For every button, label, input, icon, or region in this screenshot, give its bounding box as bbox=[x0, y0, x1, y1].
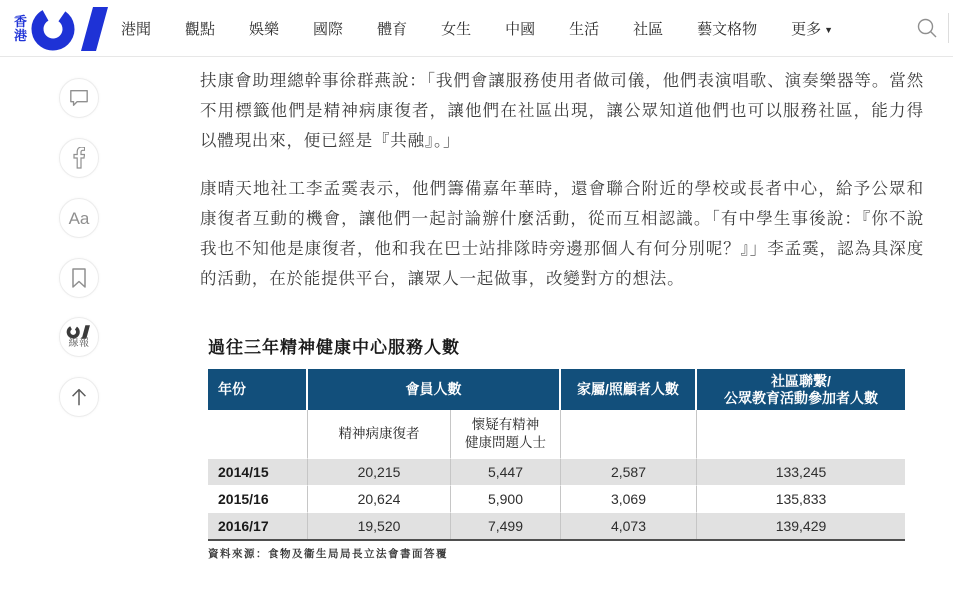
header-text: 家屬/照顧者人數 bbox=[577, 381, 679, 397]
hk01-logo-region-text bbox=[14, 15, 27, 43]
cell-family: 2,587 bbox=[561, 458, 697, 485]
header-text: 公眾教育活動參加者人數 bbox=[724, 389, 878, 406]
search-icon bbox=[915, 16, 939, 40]
nav-item-arts-culture[interactable] bbox=[697, 18, 757, 39]
subheader-empty bbox=[561, 410, 697, 458]
nav-item-women[interactable] bbox=[441, 18, 471, 39]
hk01-logo-mark-icon bbox=[30, 6, 114, 52]
facebook-share-button[interactable] bbox=[59, 138, 99, 178]
nav-label: 娛樂 bbox=[249, 20, 280, 38]
comment-icon bbox=[68, 88, 90, 108]
col-header-family bbox=[561, 369, 697, 410]
cell-suspected: 5,447 bbox=[451, 458, 561, 485]
cell-recovered: 20,215 bbox=[308, 458, 451, 485]
subheader-text: 懷疑有精神 bbox=[471, 417, 540, 432]
chevron-down-icon: ▼ bbox=[824, 24, 834, 35]
cell-community: 133,245 bbox=[697, 458, 905, 485]
nav-item-lifestyle[interactable] bbox=[569, 18, 599, 39]
logo-char-top: 香 bbox=[14, 14, 28, 29]
subheader-suspected bbox=[451, 410, 561, 458]
nav-label: 社區 bbox=[633, 20, 664, 38]
nav-item-hk-news[interactable] bbox=[121, 18, 151, 39]
cell-year: 2015/16 bbox=[208, 485, 308, 512]
cell-family: 4,073 bbox=[561, 512, 697, 539]
nav-label: 體育 bbox=[377, 20, 408, 38]
header-text: 會員人數 bbox=[405, 381, 462, 397]
newsfeed-label: 線報 bbox=[68, 338, 90, 349]
nav-item-international[interactable] bbox=[313, 18, 343, 39]
header-text: 年份 bbox=[218, 381, 246, 397]
newsfeed-01-icon bbox=[66, 325, 92, 339]
cell-year: 2016/17 bbox=[208, 512, 308, 539]
cell-suspected: 5,900 bbox=[451, 485, 561, 512]
nav-item-sports[interactable] bbox=[377, 18, 407, 39]
cell-family: 3,069 bbox=[561, 485, 697, 512]
nav-item-opinion[interactable] bbox=[185, 18, 215, 39]
header-text: 社區聯繫/ bbox=[771, 372, 831, 389]
comment-button[interactable] bbox=[59, 78, 99, 118]
col-header-community bbox=[697, 369, 905, 410]
article-body bbox=[200, 66, 924, 312]
logo-char-bottom: 港 bbox=[14, 28, 28, 43]
subheader-empty bbox=[208, 410, 308, 458]
font-size-button[interactable] bbox=[59, 198, 99, 238]
cell-community: 135,833 bbox=[697, 485, 905, 512]
nav-label: 生活 bbox=[569, 20, 600, 38]
subheader-recovered bbox=[308, 410, 451, 458]
col-header-year bbox=[208, 369, 308, 410]
cell-recovered: 20,624 bbox=[308, 485, 451, 512]
nav-label: 中國 bbox=[505, 20, 536, 38]
nav-right-divider bbox=[948, 13, 949, 43]
up-arrow-icon bbox=[68, 385, 90, 409]
newsfeed-01-button[interactable] bbox=[59, 317, 99, 357]
nav-label: 國際 bbox=[313, 20, 344, 38]
bookmark-button[interactable] bbox=[59, 258, 99, 298]
table-source-note: 資料來源：食物及衞生局局長立法會書面答覆 bbox=[208, 548, 448, 560]
cell-community: 139,429 bbox=[697, 512, 905, 539]
nav-item-more[interactable] bbox=[791, 18, 833, 39]
nav-label: 港聞 bbox=[121, 20, 152, 38]
facebook-icon bbox=[73, 147, 85, 169]
nav-item-china[interactable] bbox=[505, 18, 535, 39]
nav-item-community[interactable] bbox=[633, 18, 663, 39]
service-numbers-table bbox=[208, 369, 905, 541]
article-paragraph: 康晴天地社工李孟霙表示，他們籌備嘉年華時，還會聯合附近的學校或長者中心，給予公眾和康復者互動的機會，讓他們一起討論辦什麼活動，從而互相認識。「有中學生事後說：『你不說我也不知他是康復者，他和我在巴士站排隊時旁邊那個人有何分別呢？』」李孟霙，認為具深度的活動，在於能提供平台，讓眾人一起做事，改變對方的想法。 bbox=[200, 180, 924, 288]
nav-label: 藝文格物 bbox=[697, 20, 758, 38]
cell-recovered: 19,520 bbox=[308, 512, 451, 539]
hk01-logo[interactable] bbox=[14, 6, 114, 52]
primary-nav bbox=[121, 0, 833, 56]
font-size-icon: Aa bbox=[68, 208, 90, 228]
article-paragraph: 扶康會助理總幹事徐群燕說：「我們會讓服務使用者做司儀，他們表演唱歌、演奏樂器等。當然不用標籤他們是精神病康復者，讓他們在社區出現，讓公眾知道他們也可以服務社區，能力得以體現出來，便已經是『共融』。」 bbox=[200, 72, 924, 150]
top-nav-bar bbox=[0, 0, 953, 57]
subheader-empty bbox=[697, 410, 905, 458]
bookmark-icon bbox=[71, 268, 87, 288]
subheader-text: 健康問題人士 bbox=[465, 435, 546, 450]
subheader-text: 精神病康復者 bbox=[338, 426, 420, 441]
nav-label: 觀點 bbox=[185, 20, 216, 38]
nav-label: 更多 bbox=[791, 20, 822, 38]
back-to-top-button[interactable] bbox=[59, 377, 99, 417]
search-button[interactable] bbox=[915, 16, 939, 40]
nav-label: 女生 bbox=[441, 20, 472, 38]
cell-suspected: 7,499 bbox=[451, 512, 561, 539]
cell-year: 2014/15 bbox=[208, 458, 308, 485]
table-title: 過往三年精神健康中心服務人數 bbox=[208, 338, 460, 357]
nav-item-entertainment[interactable] bbox=[249, 18, 279, 39]
col-header-members bbox=[308, 369, 561, 410]
